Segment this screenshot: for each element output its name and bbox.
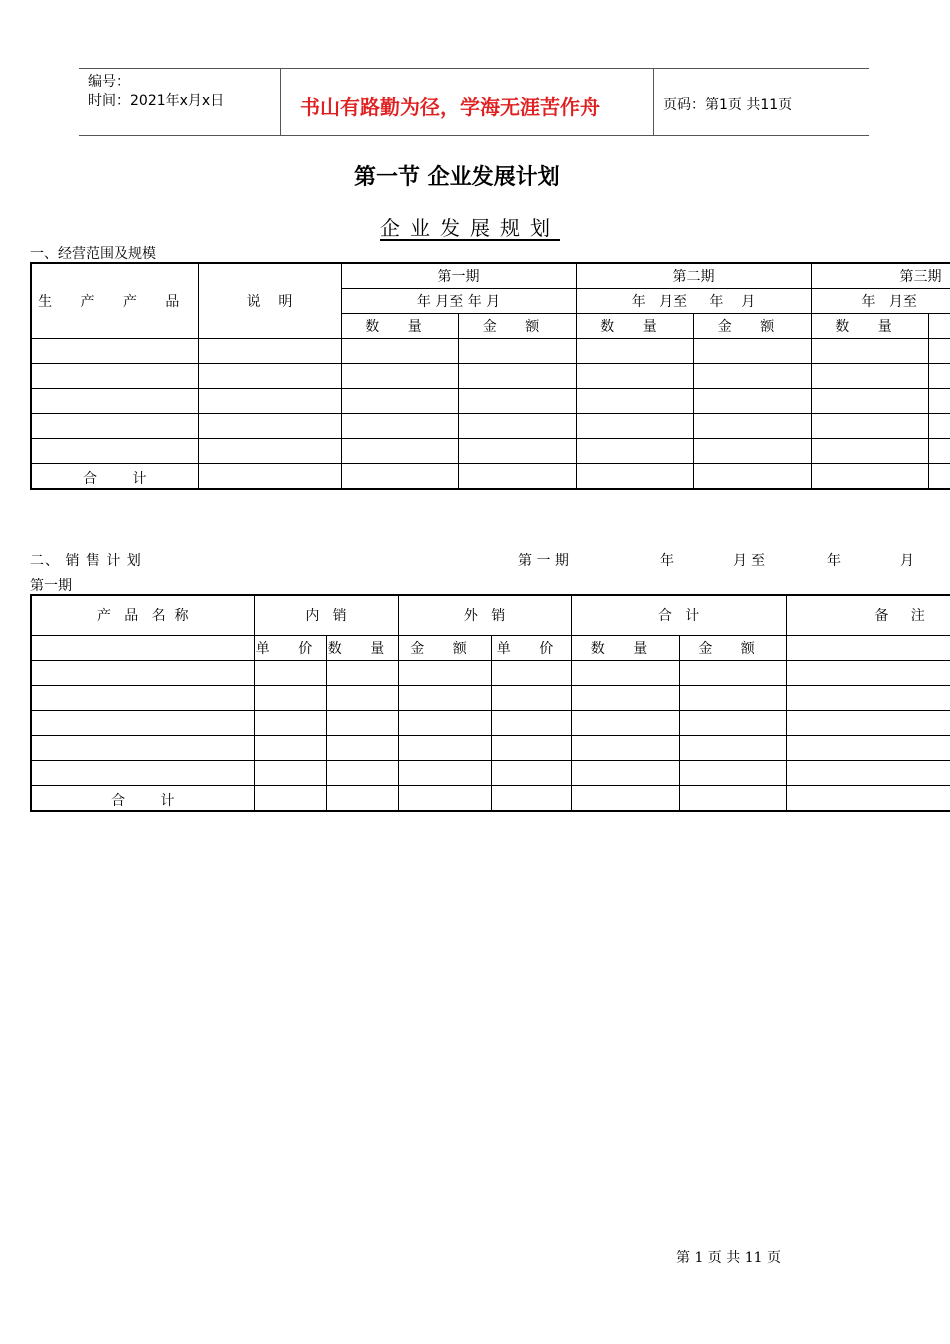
total-row <box>31 464 950 490</box>
part2-month-to: 月至 <box>733 553 769 569</box>
period3-amt-header <box>928 314 950 339</box>
part2-subheading: 第一期 <box>30 578 72 594</box>
table-row <box>31 414 950 439</box>
col-note-header: 备 注 <box>786 595 950 635</box>
header-divider-1 <box>280 68 281 135</box>
sub-amt2-header: 金 额 <box>679 635 786 660</box>
col-domestic-header: 内 销 <box>254 595 398 635</box>
header-divider-2 <box>653 68 654 135</box>
part2-year1: 年 <box>660 553 674 569</box>
header-motto: 书山有路勤为径，学海无涯苦作舟 <box>300 95 600 119</box>
period2-range: 年 月至 年 月 <box>576 289 811 314</box>
footer-page-number: 第 1 页 共 11 页 <box>676 1250 781 1266</box>
part1-heading: 一、经营范围及规模 <box>30 246 156 262</box>
period1-qty-header: 数 量 <box>341 314 458 339</box>
total-row <box>31 785 950 811</box>
table-row <box>31 710 950 735</box>
period1-range: 年 月至 年 月 <box>341 289 576 314</box>
period1-header: 第一期 <box>341 263 576 289</box>
period3-range: 年 月至 <box>811 289 950 314</box>
part2-period-label: 第 一 期 <box>518 553 569 569</box>
col-product-header: 生 产 产 品 <box>31 263 198 339</box>
table-row <box>31 439 950 464</box>
header-number-label: 编号： <box>88 74 130 90</box>
table-row <box>31 660 950 685</box>
part2-year2: 年 <box>827 553 841 569</box>
header-bottom-rule <box>79 135 869 136</box>
period3-header: 第三期 <box>811 263 950 289</box>
period2-header: 第二期 <box>576 263 811 289</box>
sub-unit-price2-header: 单 价 <box>491 635 571 660</box>
document-title: 企业发展规划 <box>380 216 560 240</box>
period3-qty-header: 数 量 <box>811 314 928 339</box>
table-row <box>31 760 950 785</box>
sub-qty-header: 数 量 <box>326 635 398 660</box>
header-page-label: 页码：第1页 共11页 <box>663 97 793 113</box>
sales-plan-table <box>30 594 950 812</box>
col-total-header: 合 计 <box>571 595 786 635</box>
sub-unit-price-header: 单 价 <box>254 635 326 660</box>
part2-month2: 月 <box>900 553 914 569</box>
sub-qty2-header: 数 量 <box>571 635 679 660</box>
table-row <box>31 685 950 710</box>
header-top-rule <box>79 68 869 69</box>
table-row <box>31 735 950 760</box>
part2-total-label: 合 计 <box>31 785 254 811</box>
part2-heading: 二、 销 售 计 划 <box>30 553 142 569</box>
sub-amt-header: 金 额 <box>398 635 491 660</box>
business-scope-table <box>30 262 950 490</box>
table-row <box>31 389 950 414</box>
section-title: 第一节 企业发展计划 <box>354 165 560 190</box>
period2-qty-header: 数 量 <box>576 314 693 339</box>
col-export-header: 外 销 <box>398 595 571 635</box>
table-row <box>31 364 950 389</box>
period2-amt-header: 金 额 <box>693 314 811 339</box>
header-time-label: 时间：2021年x月x日 <box>88 93 225 109</box>
table-row <box>31 339 950 364</box>
col-desc-header: 说 明 <box>198 263 341 339</box>
period1-amt-header: 金 额 <box>458 314 576 339</box>
part1-total-label: 合 计 <box>31 464 198 490</box>
col-product-name-header: 产 品 名 称 <box>31 595 254 635</box>
